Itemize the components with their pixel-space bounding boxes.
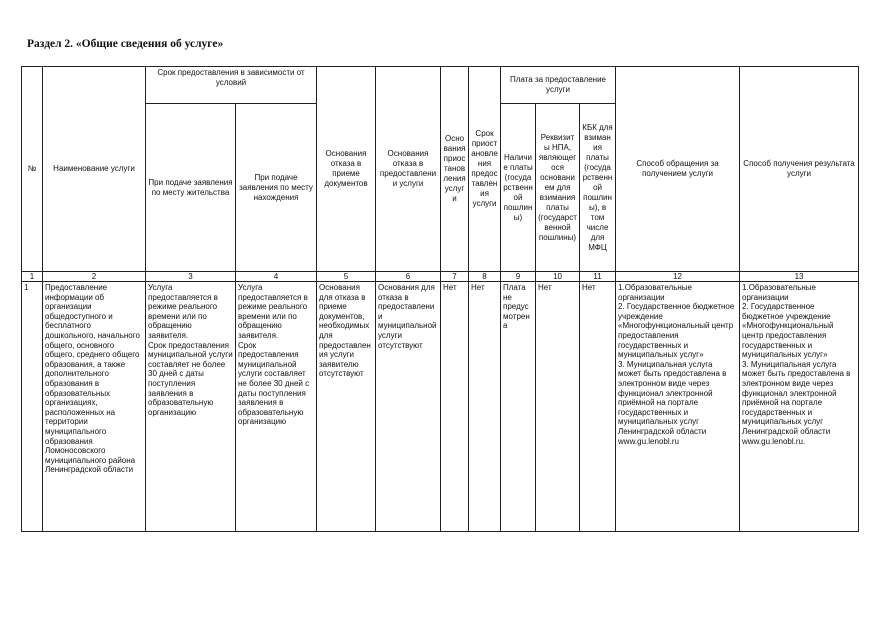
column-number: 1 xyxy=(22,272,43,282)
service-info-table xyxy=(21,66,859,532)
cell-term-location: Услуга предоставляется в режиме реального времени или по обращению заявителя. Срок предоставления муниципальной услуги составляет не более 30 дней с даты поступления заявления в образовательную организацию xyxy=(236,282,317,532)
column-number: 12 xyxy=(616,272,740,282)
header-suspend-grounds: Основания приостановления услуги xyxy=(441,67,469,272)
header-refuse-provide: Основания отказа в предоставлении услуги xyxy=(376,67,441,272)
column-number: 10 xyxy=(536,272,580,282)
header-fee-requisites: Реквизиты НПА, являющегося основанием для взимания платы (государственной пошлины) xyxy=(536,104,580,272)
cell-no: 1 xyxy=(22,282,43,532)
header-fee-exists: Наличие платы (государственной пошлины) xyxy=(501,104,536,272)
column-number: 4 xyxy=(236,272,317,282)
header-service-name: Наименование услуги xyxy=(43,67,146,272)
header-suspend-term: Срок приостановления предоставления услуги xyxy=(469,67,501,272)
column-number: 6 xyxy=(376,272,441,282)
column-number: 7 xyxy=(441,272,469,282)
cell-suspend-grounds: Нет xyxy=(441,282,469,532)
cell-fee-exists: Плата не предусмотрена xyxy=(501,282,536,532)
header-term-location: При подаче заявления по месту нахождения xyxy=(236,104,317,272)
header-refuse-accept: Основания отказа в приеме документов xyxy=(317,67,376,272)
column-number: 9 xyxy=(501,272,536,282)
cell-apply-method: 1.Образовательные организации 2. Государственное бюджетное учреждение «Многофункциональный центр предоставления государственных и муниципальных услуг» 3. Муниципальная услуга может быть предоставлена в электронном виде через функционал электронной приёмной на портале государственных и муниципальных услуг Ленинградской области www.gu.lenobl.ru xyxy=(616,282,740,532)
column-number: 11 xyxy=(580,272,616,282)
column-number-row xyxy=(22,272,859,282)
header-term-group: Срок предоставления в зависимости от условий xyxy=(146,67,317,104)
cell-refuse-provide: Основания для отказа в предоставлении муниципальной услуги отсутствуют xyxy=(376,282,441,532)
header-apply-method: Способ обращения за получением услуги xyxy=(616,67,740,272)
header-fee-group: Плата за предоставление услуги xyxy=(501,67,616,104)
cell-refuse-accept: Основания для отказа в приеме документов, необходимых для предоставления услуги заявителю отсутствуют xyxy=(317,282,376,532)
column-number: 13 xyxy=(740,272,859,282)
cell-fee-kbk: Нет xyxy=(580,282,616,532)
header-fee-kbk: КБК для взимания платы (государственной пошлины), в том числе для МФЦ xyxy=(580,104,616,272)
cell-service-name: Предоставление информации об организации общедоступного и бесплатного дошкольного, начального общего, основного общего, среднего общего образования, а также дополнительного образования в образовательных организациях, расположенных на территории муниципального образования Ломоносовского муниципального района Ленинградской области xyxy=(43,282,146,532)
header-row-1 xyxy=(22,67,859,104)
table-row xyxy=(22,282,859,532)
column-number: 8 xyxy=(469,272,501,282)
cell-result-method: 1.Образовательные организации 2. Государственное бюджетное учреждение «Многофункциональный центр предоставления государственных и муниципальных услуг» 3. Муниципальная услуга может быть предоставлена в электронном виде через функционал электронной приёмной на портале государственных и муниципальных услуг Ленинградской области www.gu.lenobl.ru. xyxy=(740,282,859,532)
cell-suspend-term: Нет xyxy=(469,282,501,532)
column-number: 2 xyxy=(43,272,146,282)
cell-fee-requisites: Нет xyxy=(536,282,580,532)
header-result-method: Способ получения результата услуги xyxy=(740,67,859,272)
cell-term-residence: Услуга предоставляется в режиме реального времени или по обращению заявителя. Срок предоставления муниципальной услуги составляет не более 30 дней с даты поступления заявления в образовательную организацию xyxy=(146,282,236,532)
column-number: 5 xyxy=(317,272,376,282)
section-title: Раздел 2. «Общие сведения об услуге» xyxy=(27,38,224,50)
header-term-residence: При подаче заявления по месту жительства xyxy=(146,104,236,272)
header-no: № xyxy=(22,67,43,272)
column-number: 3 xyxy=(146,272,236,282)
